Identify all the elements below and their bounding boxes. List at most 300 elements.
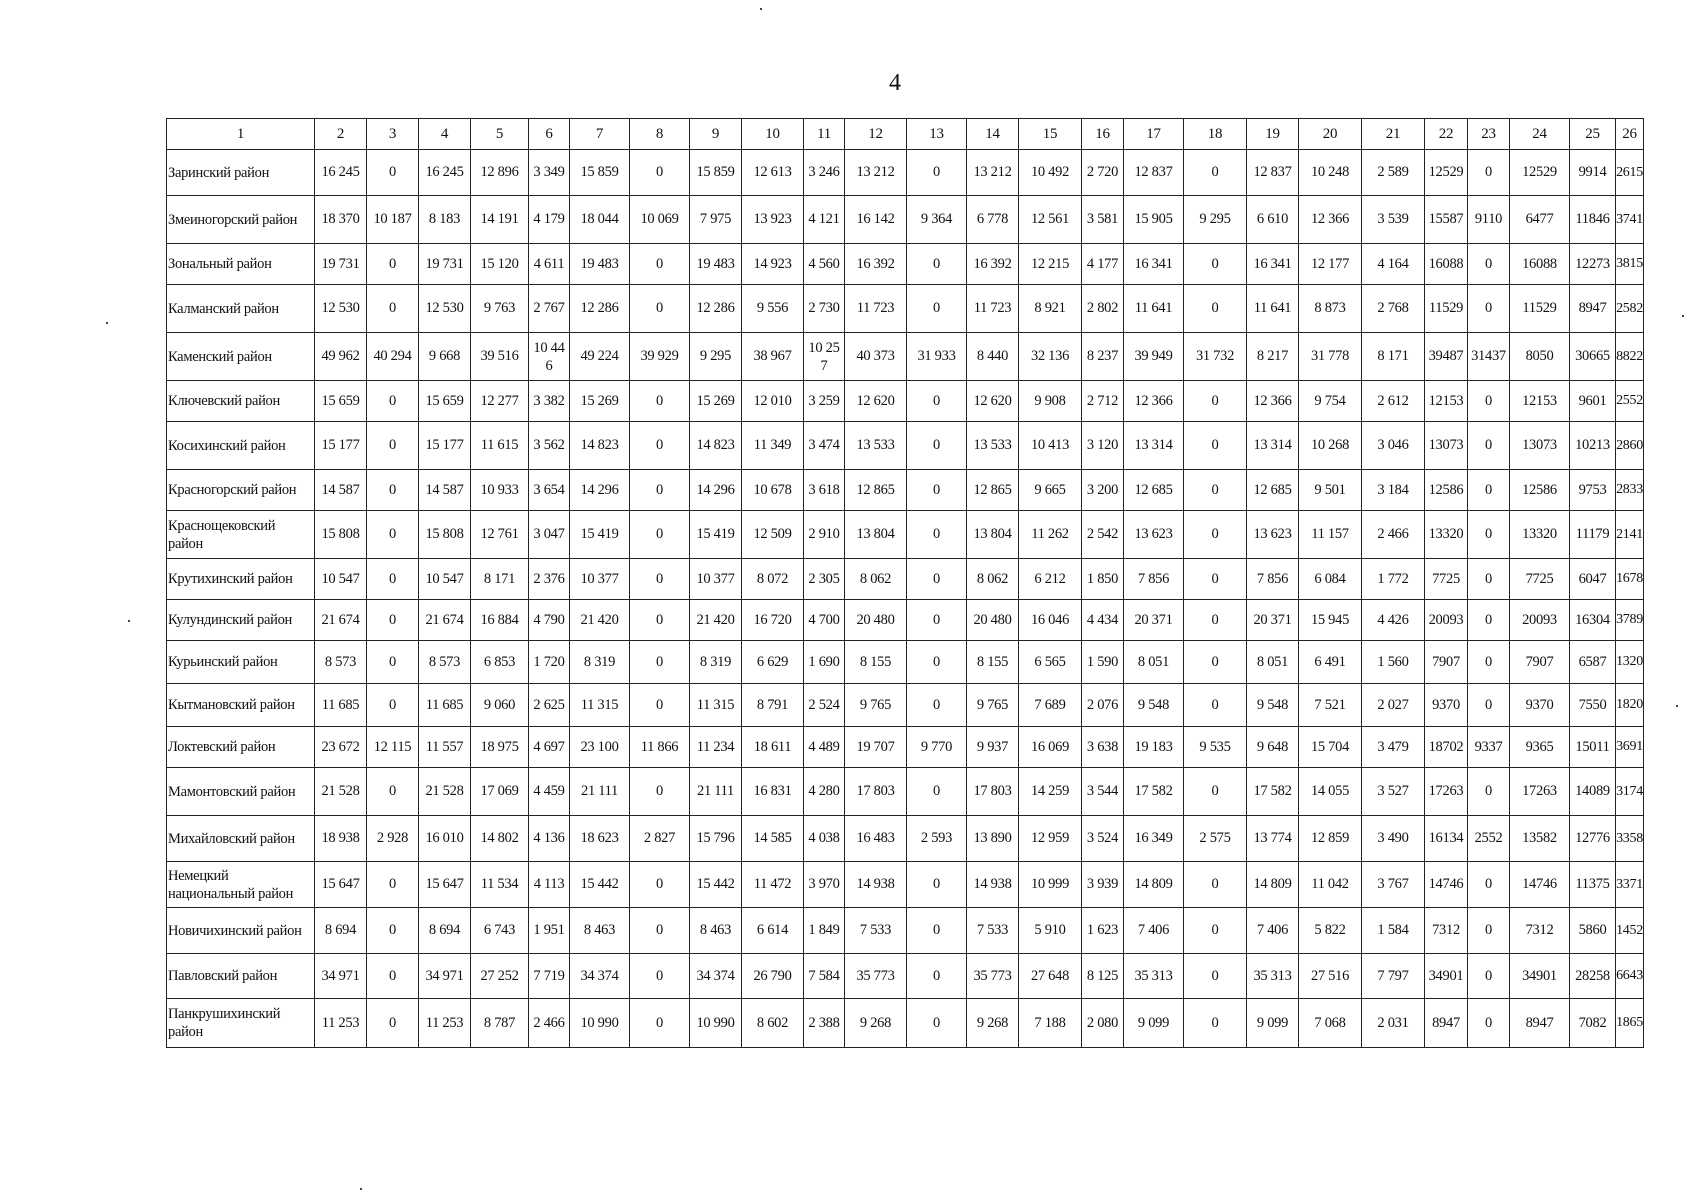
value-cell-col-25: 11179 [1570, 511, 1616, 559]
value-cell-col-23: 0 [1468, 641, 1510, 684]
value-cell-col-21: 2 027 [1362, 684, 1425, 727]
value-cell-col-17: 13 314 [1124, 422, 1184, 470]
value-cell-col-21: 8 171 [1362, 333, 1425, 381]
value-cell-col-18: 0 [1184, 908, 1247, 954]
value-cell-col-16: 1 590 [1082, 641, 1124, 684]
value-cell-col-19: 9 548 [1247, 684, 1299, 727]
value-cell-col-15: 10 413 [1019, 422, 1082, 470]
value-cell-col-6: 4 790 [529, 600, 570, 641]
value-cell-col-24: 12586 [1510, 470, 1570, 511]
value-cell-col-8: 0 [630, 422, 690, 470]
value-cell-col-24: 12529 [1510, 150, 1570, 196]
value-cell-col-7: 34 374 [570, 954, 630, 999]
value-cell-col-5: 12 277 [471, 381, 529, 422]
value-cell-col-2: 8 694 [315, 908, 367, 954]
value-cell-col-22: 11529 [1425, 285, 1468, 333]
value-cell-col-8: 0 [630, 244, 690, 285]
district-name-cell: Кытмановский район [167, 684, 315, 727]
header-row [167, 119, 1644, 150]
value-cell-col-10: 6 629 [742, 641, 804, 684]
table-row [167, 908, 1644, 954]
value-cell-col-4: 15 808 [419, 511, 471, 559]
column-header-5: 5 [471, 119, 529, 150]
value-cell-col-11: 4 700 [804, 600, 845, 641]
value-cell-col-14: 11 723 [967, 285, 1019, 333]
value-cell-col-20: 10 268 [1299, 422, 1362, 470]
value-cell-col-16: 3 200 [1082, 470, 1124, 511]
value-cell-col-8: 0 [630, 150, 690, 196]
column-header-15: 15 [1019, 119, 1082, 150]
value-cell-col-8: 0 [630, 768, 690, 816]
column-header-13: 13 [907, 119, 967, 150]
value-cell-col-18: 0 [1184, 244, 1247, 285]
value-cell-col-24: 13582 [1510, 816, 1570, 862]
value-cell-col-23: 0 [1468, 600, 1510, 641]
value-cell-col-3: 40 294 [367, 333, 419, 381]
value-cell-col-9: 7 975 [690, 196, 742, 244]
value-cell-col-3: 0 [367, 511, 419, 559]
value-cell-col-25: 12273 [1570, 244, 1616, 285]
value-cell-col-14: 13 804 [967, 511, 1019, 559]
value-cell-col-3: 10 187 [367, 196, 419, 244]
value-cell-col-4: 8 694 [419, 908, 471, 954]
value-cell-col-6: 4 113 [529, 862, 570, 908]
value-cell-col-26: 3815 [1616, 244, 1644, 285]
table-row [167, 196, 1644, 244]
value-cell-col-9: 15 419 [690, 511, 742, 559]
value-cell-col-19: 12 366 [1247, 381, 1299, 422]
value-cell-col-7: 15 269 [570, 381, 630, 422]
value-cell-col-11: 4 489 [804, 727, 845, 768]
scan-speck [760, 8, 762, 10]
value-cell-col-24: 9365 [1510, 727, 1570, 768]
value-cell-col-18: 9 535 [1184, 727, 1247, 768]
value-cell-col-23: 0 [1468, 244, 1510, 285]
district-name-cell: Новичихинский район [167, 908, 315, 954]
value-cell-col-6: 4 136 [529, 816, 570, 862]
value-cell-col-12: 40 373 [845, 333, 907, 381]
value-cell-col-19: 13 623 [1247, 511, 1299, 559]
value-cell-col-3: 0 [367, 150, 419, 196]
value-cell-col-13: 0 [907, 244, 967, 285]
value-cell-col-6: 2 466 [529, 999, 570, 1048]
value-cell-col-19: 9 099 [1247, 999, 1299, 1048]
value-cell-col-2: 16 245 [315, 150, 367, 196]
value-cell-col-14: 12 620 [967, 381, 1019, 422]
value-cell-col-2: 19 731 [315, 244, 367, 285]
value-cell-col-18: 0 [1184, 768, 1247, 816]
value-cell-col-10: 12 613 [742, 150, 804, 196]
value-cell-col-12: 9 268 [845, 999, 907, 1048]
value-cell-col-7: 14 823 [570, 422, 630, 470]
value-cell-col-8: 0 [630, 954, 690, 999]
value-cell-col-22: 16088 [1425, 244, 1468, 285]
value-cell-col-24: 12153 [1510, 381, 1570, 422]
value-cell-col-2: 23 672 [315, 727, 367, 768]
value-cell-col-15: 12 561 [1019, 196, 1082, 244]
value-cell-col-2: 18 370 [315, 196, 367, 244]
value-cell-col-12: 16 142 [845, 196, 907, 244]
value-cell-col-13: 0 [907, 999, 967, 1048]
value-cell-col-24: 11529 [1510, 285, 1570, 333]
value-cell-col-11: 4 038 [804, 816, 845, 862]
value-cell-col-25: 11375 [1570, 862, 1616, 908]
value-cell-col-9: 8 463 [690, 908, 742, 954]
value-cell-col-3: 0 [367, 600, 419, 641]
scan-speck [106, 322, 108, 324]
value-cell-col-18: 9 295 [1184, 196, 1247, 244]
value-cell-col-18: 0 [1184, 954, 1247, 999]
page-number: 4 [889, 70, 901, 96]
value-cell-col-4: 12 530 [419, 285, 471, 333]
value-cell-col-12: 16 483 [845, 816, 907, 862]
value-cell-col-11: 1 849 [804, 908, 845, 954]
value-cell-col-25: 5860 [1570, 908, 1616, 954]
value-cell-col-5: 14 802 [471, 816, 529, 862]
value-cell-col-7: 8 319 [570, 641, 630, 684]
district-name-cell: Мамонтовский район [167, 768, 315, 816]
value-cell-col-17: 7 406 [1124, 908, 1184, 954]
value-cell-col-18: 0 [1184, 600, 1247, 641]
value-cell-col-19: 9 648 [1247, 727, 1299, 768]
value-cell-col-5: 6 743 [471, 908, 529, 954]
value-cell-col-23: 9337 [1468, 727, 1510, 768]
column-header-3: 3 [367, 119, 419, 150]
value-cell-col-8: 0 [630, 285, 690, 333]
value-cell-col-26: 1820 [1616, 684, 1644, 727]
value-cell-col-4: 15 659 [419, 381, 471, 422]
value-cell-col-25: 28258 [1570, 954, 1616, 999]
value-cell-col-2: 11 253 [315, 999, 367, 1048]
value-cell-col-19: 8 217 [1247, 333, 1299, 381]
value-cell-col-3: 0 [367, 285, 419, 333]
column-header-12: 12 [845, 119, 907, 150]
value-cell-col-13: 0 [907, 600, 967, 641]
value-cell-col-23: 0 [1468, 511, 1510, 559]
value-cell-col-10: 38 967 [742, 333, 804, 381]
value-cell-col-17: 35 313 [1124, 954, 1184, 999]
value-cell-col-15: 7 188 [1019, 999, 1082, 1048]
statistics-table [166, 118, 1644, 1048]
value-cell-col-7: 21 420 [570, 600, 630, 641]
value-cell-col-12: 11 723 [845, 285, 907, 333]
value-cell-col-26: 1320 [1616, 641, 1644, 684]
value-cell-col-19: 13 314 [1247, 422, 1299, 470]
scan-speck [1682, 315, 1684, 317]
value-cell-col-5: 8 787 [471, 999, 529, 1048]
value-cell-col-19: 13 774 [1247, 816, 1299, 862]
column-header-25: 25 [1570, 119, 1616, 150]
value-cell-col-15: 9 665 [1019, 470, 1082, 511]
value-cell-col-16: 3 638 [1082, 727, 1124, 768]
value-cell-col-15: 16 046 [1019, 600, 1082, 641]
value-cell-col-20: 9 754 [1299, 381, 1362, 422]
value-cell-col-24: 13073 [1510, 422, 1570, 470]
value-cell-col-7: 10 377 [570, 559, 630, 600]
value-cell-col-7: 49 224 [570, 333, 630, 381]
value-cell-col-12: 20 480 [845, 600, 907, 641]
value-cell-col-25: 11846 [1570, 196, 1616, 244]
value-cell-col-10: 12 010 [742, 381, 804, 422]
value-cell-col-26: 2141 [1616, 511, 1644, 559]
value-cell-col-17: 12 366 [1124, 381, 1184, 422]
district-name-cell: Калманский район [167, 285, 315, 333]
value-cell-col-15: 14 259 [1019, 768, 1082, 816]
value-cell-col-4: 11 685 [419, 684, 471, 727]
value-cell-col-10: 9 556 [742, 285, 804, 333]
value-cell-col-21: 2 768 [1362, 285, 1425, 333]
value-cell-col-10: 10 678 [742, 470, 804, 511]
district-name-cell: Косихинский район [167, 422, 315, 470]
value-cell-col-18: 0 [1184, 511, 1247, 559]
value-cell-col-12: 12 865 [845, 470, 907, 511]
value-cell-col-2: 15 659 [315, 381, 367, 422]
value-cell-col-8: 0 [630, 641, 690, 684]
value-cell-col-9: 34 374 [690, 954, 742, 999]
value-cell-col-20: 11 157 [1299, 511, 1362, 559]
value-cell-col-14: 17 803 [967, 768, 1019, 816]
value-cell-col-21: 1 584 [1362, 908, 1425, 954]
value-cell-col-21: 3 046 [1362, 422, 1425, 470]
value-cell-col-20: 5 822 [1299, 908, 1362, 954]
value-cell-col-6: 3 349 [529, 150, 570, 196]
column-header-7: 7 [570, 119, 630, 150]
value-cell-col-17: 11 641 [1124, 285, 1184, 333]
value-cell-col-18: 0 [1184, 150, 1247, 196]
value-cell-col-15: 5 910 [1019, 908, 1082, 954]
value-cell-col-12: 12 620 [845, 381, 907, 422]
value-cell-col-22: 7725 [1425, 559, 1468, 600]
value-cell-col-5: 9 763 [471, 285, 529, 333]
value-cell-col-23: 0 [1468, 559, 1510, 600]
value-cell-col-13: 0 [907, 908, 967, 954]
table-row [167, 511, 1644, 559]
value-cell-col-14: 14 938 [967, 862, 1019, 908]
value-cell-col-24: 17263 [1510, 768, 1570, 816]
value-cell-col-20: 12 859 [1299, 816, 1362, 862]
column-header-2: 2 [315, 119, 367, 150]
value-cell-col-26: 1452 [1616, 908, 1644, 954]
value-cell-col-3: 0 [367, 768, 419, 816]
value-cell-col-16: 8 125 [1082, 954, 1124, 999]
table-row [167, 333, 1644, 381]
value-cell-col-13: 0 [907, 954, 967, 999]
value-cell-col-17: 39 949 [1124, 333, 1184, 381]
value-cell-col-12: 17 803 [845, 768, 907, 816]
value-cell-col-16: 3 939 [1082, 862, 1124, 908]
value-cell-col-5: 11 534 [471, 862, 529, 908]
value-cell-col-17: 12 685 [1124, 470, 1184, 511]
value-cell-col-5: 11 615 [471, 422, 529, 470]
value-cell-col-21: 2 589 [1362, 150, 1425, 196]
value-cell-col-2: 15 647 [315, 862, 367, 908]
value-cell-col-24: 9370 [1510, 684, 1570, 727]
value-cell-col-8: 0 [630, 381, 690, 422]
value-cell-col-25: 16304 [1570, 600, 1616, 641]
value-cell-col-20: 6 491 [1299, 641, 1362, 684]
value-cell-col-9: 14 823 [690, 422, 742, 470]
value-cell-col-25: 7082 [1570, 999, 1616, 1048]
value-cell-col-19: 17 582 [1247, 768, 1299, 816]
value-cell-col-12: 19 707 [845, 727, 907, 768]
value-cell-col-12: 8 155 [845, 641, 907, 684]
value-cell-col-2: 10 547 [315, 559, 367, 600]
value-cell-col-25: 12776 [1570, 816, 1616, 862]
value-cell-col-9: 11 234 [690, 727, 742, 768]
value-cell-col-2: 15 177 [315, 422, 367, 470]
value-cell-col-8: 0 [630, 470, 690, 511]
value-cell-col-24: 20093 [1510, 600, 1570, 641]
value-cell-col-20: 7 068 [1299, 999, 1362, 1048]
value-cell-col-16: 8 237 [1082, 333, 1124, 381]
value-cell-col-4: 16 010 [419, 816, 471, 862]
value-cell-col-4: 21 528 [419, 768, 471, 816]
value-cell-col-20: 15 945 [1299, 600, 1362, 641]
value-cell-col-2: 21 528 [315, 768, 367, 816]
value-cell-col-8: 10 069 [630, 196, 690, 244]
value-cell-col-20: 11 042 [1299, 862, 1362, 908]
column-header-24: 24 [1510, 119, 1570, 150]
value-cell-col-10: 11 349 [742, 422, 804, 470]
value-cell-col-9: 11 315 [690, 684, 742, 727]
value-cell-col-2: 12 530 [315, 285, 367, 333]
value-cell-col-22: 12586 [1425, 470, 1468, 511]
column-header-21: 21 [1362, 119, 1425, 150]
value-cell-col-4: 21 674 [419, 600, 471, 641]
value-cell-col-20: 31 778 [1299, 333, 1362, 381]
value-cell-col-17: 12 837 [1124, 150, 1184, 196]
table-row [167, 641, 1644, 684]
table-row [167, 727, 1644, 768]
value-cell-col-7: 8 463 [570, 908, 630, 954]
value-cell-col-12: 7 533 [845, 908, 907, 954]
value-cell-col-14: 6 778 [967, 196, 1019, 244]
value-cell-col-3: 0 [367, 422, 419, 470]
value-cell-col-11: 7 584 [804, 954, 845, 999]
value-cell-col-26: 2860 [1616, 422, 1644, 470]
value-cell-col-24: 7312 [1510, 908, 1570, 954]
value-cell-col-12: 35 773 [845, 954, 907, 999]
value-cell-col-21: 3 184 [1362, 470, 1425, 511]
column-header-22: 22 [1425, 119, 1468, 150]
value-cell-col-18: 0 [1184, 422, 1247, 470]
value-cell-col-9: 10 990 [690, 999, 742, 1048]
value-cell-col-19: 16 341 [1247, 244, 1299, 285]
value-cell-col-22: 13073 [1425, 422, 1468, 470]
value-cell-col-9: 15 796 [690, 816, 742, 862]
district-name-cell: Немецкий национальный район [167, 862, 315, 908]
column-header-16: 16 [1082, 119, 1124, 150]
value-cell-col-22: 20093 [1425, 600, 1468, 641]
district-name-cell: Краснощековский район [167, 511, 315, 559]
value-cell-col-14: 7 533 [967, 908, 1019, 954]
value-cell-col-20: 27 516 [1299, 954, 1362, 999]
value-cell-col-13: 0 [907, 641, 967, 684]
value-cell-col-4: 10 547 [419, 559, 471, 600]
value-cell-col-8: 0 [630, 511, 690, 559]
value-cell-col-17: 13 623 [1124, 511, 1184, 559]
value-cell-col-14: 8 062 [967, 559, 1019, 600]
value-cell-col-12: 13 804 [845, 511, 907, 559]
table-row [167, 470, 1644, 511]
value-cell-col-18: 0 [1184, 381, 1247, 422]
table-row [167, 381, 1644, 422]
column-header-9: 9 [690, 119, 742, 150]
value-cell-col-10: 16 720 [742, 600, 804, 641]
value-cell-col-3: 0 [367, 641, 419, 684]
value-cell-col-14: 35 773 [967, 954, 1019, 999]
value-cell-col-11: 3 970 [804, 862, 845, 908]
value-cell-col-3: 0 [367, 862, 419, 908]
value-cell-col-20: 6 084 [1299, 559, 1362, 600]
value-cell-col-26: 8822 [1616, 333, 1644, 381]
value-cell-col-26: 6643 [1616, 954, 1644, 999]
value-cell-col-10: 14 585 [742, 816, 804, 862]
value-cell-col-10: 18 611 [742, 727, 804, 768]
district-name-cell: Кулундинский район [167, 600, 315, 641]
value-cell-col-7: 11 315 [570, 684, 630, 727]
value-cell-col-12: 14 938 [845, 862, 907, 908]
value-cell-col-3: 0 [367, 381, 419, 422]
value-cell-col-22: 18702 [1425, 727, 1468, 768]
value-cell-col-20: 7 521 [1299, 684, 1362, 727]
value-cell-col-14: 13 890 [967, 816, 1019, 862]
value-cell-col-11: 2 910 [804, 511, 845, 559]
value-cell-col-26: 2615 [1616, 150, 1644, 196]
value-cell-col-3: 12 115 [367, 727, 419, 768]
column-header-20: 20 [1299, 119, 1362, 150]
value-cell-col-13: 0 [907, 768, 967, 816]
value-cell-col-9: 14 296 [690, 470, 742, 511]
value-cell-col-21: 2 466 [1362, 511, 1425, 559]
value-cell-col-21: 3 479 [1362, 727, 1425, 768]
value-cell-col-22: 9370 [1425, 684, 1468, 727]
value-cell-col-4: 9 668 [419, 333, 471, 381]
value-cell-col-13: 0 [907, 285, 967, 333]
value-cell-col-5: 39 516 [471, 333, 529, 381]
value-cell-col-10: 26 790 [742, 954, 804, 999]
value-cell-col-24: 14746 [1510, 862, 1570, 908]
value-cell-col-6: 3 047 [529, 511, 570, 559]
value-cell-col-2: 49 962 [315, 333, 367, 381]
value-cell-col-9: 21 420 [690, 600, 742, 641]
value-cell-col-22: 39487 [1425, 333, 1468, 381]
value-cell-col-3: 0 [367, 954, 419, 999]
value-cell-col-22: 16134 [1425, 816, 1468, 862]
table-row [167, 285, 1644, 333]
value-cell-col-18: 0 [1184, 862, 1247, 908]
value-cell-col-8: 0 [630, 600, 690, 641]
value-cell-col-11: 2 730 [804, 285, 845, 333]
value-cell-col-8: 2 827 [630, 816, 690, 862]
value-cell-col-14: 13 212 [967, 150, 1019, 196]
value-cell-col-9: 9 295 [690, 333, 742, 381]
value-cell-col-16: 3 544 [1082, 768, 1124, 816]
column-header-6: 6 [529, 119, 570, 150]
value-cell-col-6: 2 625 [529, 684, 570, 727]
value-cell-col-4: 15 177 [419, 422, 471, 470]
column-header-14: 14 [967, 119, 1019, 150]
value-cell-col-20: 10 248 [1299, 150, 1362, 196]
value-cell-col-25: 14089 [1570, 768, 1616, 816]
value-cell-col-23: 0 [1468, 954, 1510, 999]
value-cell-col-5: 18 975 [471, 727, 529, 768]
value-cell-col-19: 35 313 [1247, 954, 1299, 999]
value-cell-col-23: 0 [1468, 470, 1510, 511]
value-cell-col-6: 4 697 [529, 727, 570, 768]
value-cell-col-22: 12153 [1425, 381, 1468, 422]
table-row [167, 422, 1644, 470]
